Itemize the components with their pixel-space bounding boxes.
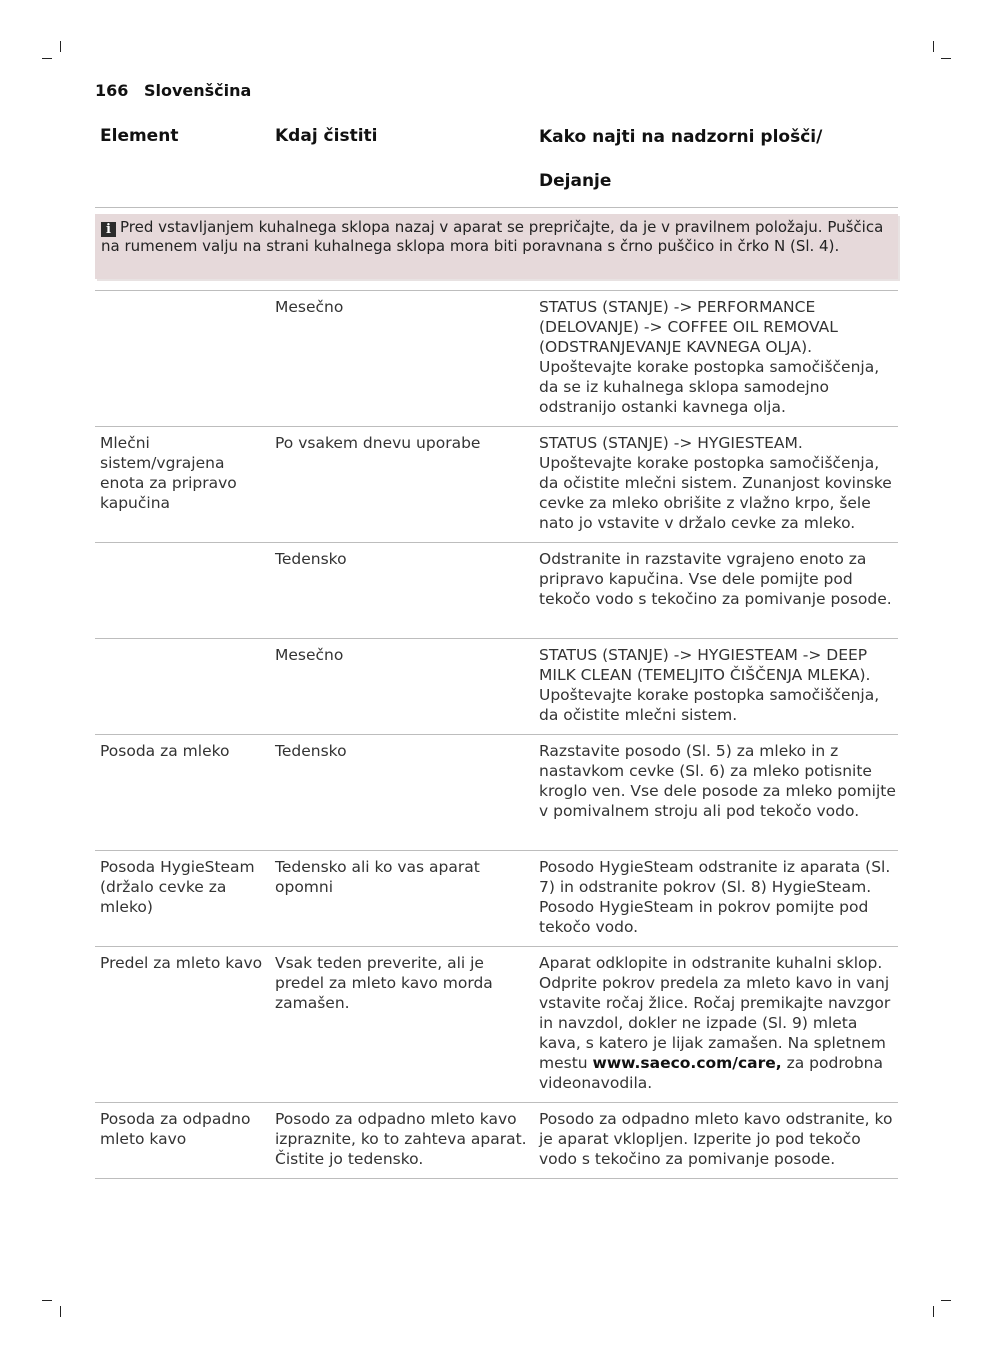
crop-mark: [60, 1306, 61, 1317]
crop-mark: [42, 1300, 52, 1301]
table-row: [95, 1103, 898, 1179]
crop-mark: [42, 58, 52, 59]
cell-action-text: Aparat odklopite in odstranite kuhalni sklop. Odprite pokrov predela za mleto kavo in vanj vstavite ročaj žlice. Ročaj premikajte navzgor in navzdol, dokler ne izpade (Sl. 9) mleta kava, s katero je lijak zamašen. Na spletnem mestu: [539, 954, 891, 1072]
cell-element: Posoda HygieSteam (držalo cevke za mleko): [100, 858, 255, 916]
table-body: [95, 290, 898, 1179]
header-how-line1: Kako najti na nadzorni plošči/: [539, 127, 823, 147]
cell-when: Po vsakem dnevu uporabe: [275, 434, 481, 452]
cell-action-text: za podrobna videonavodila.: [539, 1054, 883, 1092]
cell-action: STATUS (STANJE) -> HYGIESTEAM. Upoštevajte korake postopka samočiščenja, da očistite mlečni sistem. Zunanjost kovinske cevke za mleko obrišite z vlažno krpo, šele nato jo vstavite v držalo cevke za mleko.: [539, 434, 892, 532]
header-when: Kdaj čistiti: [275, 126, 378, 146]
page-number: 166: [95, 81, 129, 100]
cleaning-table: [95, 122, 898, 1179]
table-header: [95, 122, 898, 208]
cell-when: Mesečno: [275, 298, 344, 316]
info-icon: i: [101, 222, 116, 237]
table-row: [95, 851, 898, 947]
cell-when: Tedensko: [275, 550, 347, 568]
cell-element: Posoda za mleko: [100, 742, 230, 760]
cell-action: Odstranite in razstavite vgrajeno enoto za pripravo kapučina. Vse dele pomijte pod tekočo vodo s tekočino za pomivanje posode.: [539, 550, 892, 608]
cell-element: Posoda za odpadno mleto kavo: [100, 1110, 251, 1148]
crop-mark: [60, 41, 61, 52]
info-note-text: Pred vstavljanjem kuhalnega sklopa nazaj v aparat se prepričajte, da je v pravilnem položaju. Puščica na rumenem valju na strani kuhalnega sklopa mora biti poravnana s črno puščico in črko N (Sl. 4).: [101, 218, 884, 255]
cell-action: [539, 953, 897, 1093]
table-row: [95, 639, 898, 735]
crop-mark: [941, 1300, 951, 1301]
cell-element: Mlečni sistem/vgrajena enota za pripravo kapučina: [100, 434, 237, 512]
table-row: [95, 947, 898, 1103]
cell-when: Tedensko: [275, 742, 347, 760]
table-row: [95, 291, 898, 427]
cell-when: Vsak teden preverite, ali je predel za mleto kavo morda zamašen.: [275, 954, 493, 1012]
table-row: [95, 543, 898, 639]
cell-action: Posodo HygieSteam odstranite iz aparata (Sl. 7) in odstranite pokrov (Sl. 8) HygieSteam. Posodo HygieSteam in pokrov pomijte pod tekočo vodo.: [539, 858, 891, 936]
saeco-care-link[interactable]: www.saeco.com/care,: [592, 1054, 782, 1072]
header-element: Element: [100, 126, 179, 146]
crop-mark: [933, 41, 934, 52]
info-note: [95, 214, 898, 279]
header-how-line2: Dejanje: [539, 171, 612, 191]
cell-when: Tedensko ali ko vas aparat opomni: [275, 858, 480, 896]
cell-action: Razstavite posodo (Sl. 5) za mleko in z nastavkom cevke (Sl. 6) za mleko potisnite kroglo ven. Vse dele posode za mleko pomijte v pomivalnem stroju ali pod tekočo vodo.: [539, 742, 896, 820]
cell-element: Predel za mleto kavo: [100, 954, 263, 972]
page-language: Slovenščina: [143, 81, 252, 100]
page-header: [95, 81, 251, 100]
crop-mark: [933, 1306, 934, 1317]
cell-action: STATUS (STANJE) -> HYGIESTEAM -> DEEP MILK CLEAN (TEMELJITO ČIŠČENJA MLEKA). Upoštevajte korake postopka samočiščenja, da očistite mlečni sistem.: [539, 646, 880, 724]
cell-action: STATUS (STANJE) -> PERFORMANCE (DELOVANJE) -> COFFEE OIL REMOVAL (ODSTRANJEVANJE KAVNEGA OLJA). Upoštevajte korake postopka samočiščenja, da se iz kuhalnega sklopa samodejno odstranijo ostanki kavnega olja.: [539, 298, 880, 416]
crop-mark: [941, 58, 951, 59]
cell-when: Posodo za odpadno mleto kavo izpraznite, ko to zahteva aparat. Čistite jo tedensko.: [275, 1110, 527, 1168]
header-how: [539, 126, 822, 192]
table-row: [95, 427, 898, 543]
cell-action: Posodo za odpadno mleto kavo odstranite, ko je aparat vklopljen. Izperite jo pod tekočo vodo s tekočino za pomivanje posode.: [539, 1110, 893, 1168]
cell-when: Mesečno: [275, 646, 344, 664]
table-row: [95, 735, 898, 851]
